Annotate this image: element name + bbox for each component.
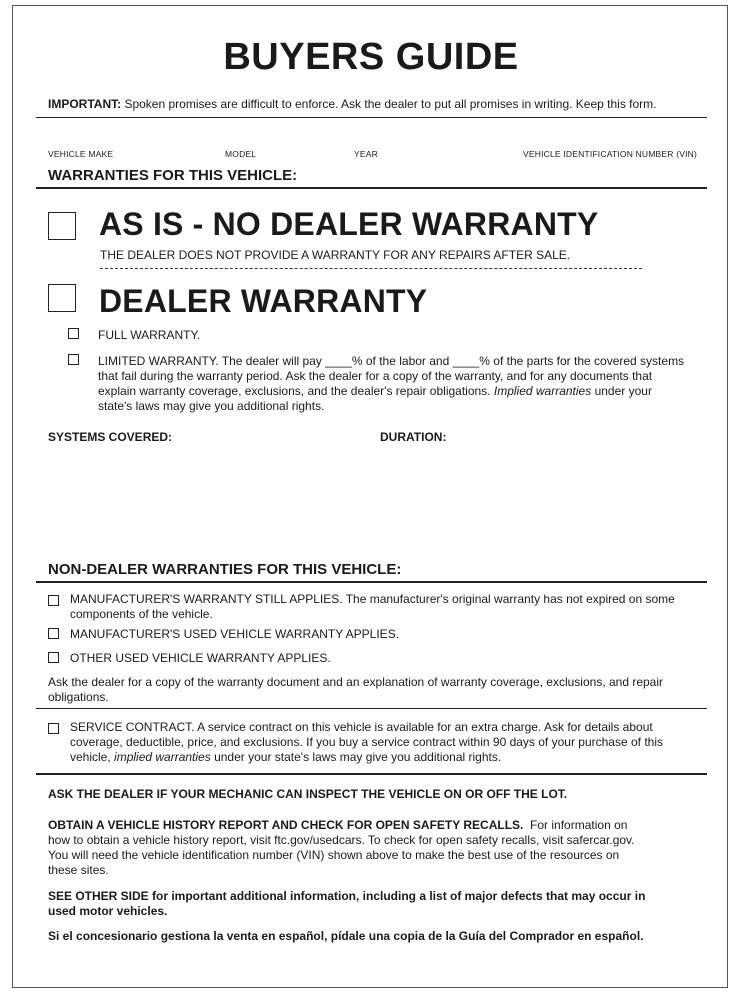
service-contract-text: SERVICE CONTRACT. A service contract on this vehicle is available for an extra charge. Ask for details about coverage, deductible, price, and exclusions. If you buy a service contract within 90 days of your purchase of this vehicle, implied warranties under your state's laws may give you additional rights. <box>70 720 663 764</box>
page-title: BUYERS GUIDE <box>223 36 519 78</box>
non-dealer-header: NON-DEALER WARRANTIES FOR THIS VEHICLE: <box>48 561 402 578</box>
used-vehicle-warranty-checkbox[interactable] <box>48 628 59 639</box>
history-report-text: OBTAIN A VEHICLE HISTORY REPORT AND CHECK FOR OPEN SAFETY RECALLS. For information on how to obtain a vehicle history report, visit ftc.gov/usedcars. To check for open safety recalls, visit safercar.gov. You will need the vehicle identification number (VIN) shown above to make the best use of the resources on these sites. <box>48 818 635 877</box>
warranties-header: WARRANTIES FOR THIS VEHICLE: <box>48 167 298 184</box>
important-text: Spoken promises are difficult to enforce. Ask the dealer to put all promises in writing. Keep this form. <box>124 97 657 111</box>
important-label: IMPORTANT: <box>48 97 122 111</box>
used-vehicle-warranty-text: MANUFACTURER'S USED VEHICLE WARRANTY APPLIES. <box>70 627 400 641</box>
other-warranty-checkbox[interactable] <box>48 652 59 663</box>
divider <box>36 117 707 118</box>
service-contract-checkbox[interactable] <box>48 723 59 734</box>
vehicle-vin-label: VEHICLE IDENTIFICATION NUMBER (VIN) <box>523 149 698 159</box>
other-side-text: SEE OTHER SIDE for important additional information, including a list of major defects that may occur in used motor vehicles. <box>48 889 646 918</box>
as-is-title: AS IS - NO DEALER WARRANTY <box>99 206 599 242</box>
dashed-separator <box>100 268 642 269</box>
mechanic-inspection-text: ASK THE DEALER IF YOUR MECHANIC CAN INSPECT THE VEHICLE ON OR OFF THE LOT. <box>48 787 568 801</box>
divider <box>36 773 707 775</box>
important-notice <box>48 97 657 111</box>
systems-covered-label: SYSTEMS COVERED: <box>48 430 173 444</box>
as-is-subtitle: THE DEALER DOES NOT PROVIDE A WARRANTY FOR ANY REPAIRS AFTER SALE. <box>100 248 571 262</box>
divider <box>36 581 707 583</box>
limited-warranty-text: LIMITED WARRANTY. The dealer will pay ____% of the labor and ____% of the parts for the covered systems that fail during the warranty period. Ask the dealer for a copy of the warranty, and for any documents that explain warranty coverage, exclusions, and the dealer's repair obligations. Implied warranties under your state's laws may give you additional rights. <box>98 354 685 413</box>
dealer-warranty-checkbox[interactable] <box>48 284 76 312</box>
manufacturer-warranty-checkbox[interactable] <box>48 595 59 606</box>
spanish-notice: Si el concesionario gestiona la venta en español, pídale una copia de la Guía del Comprador en español. <box>48 929 644 943</box>
divider <box>36 187 707 189</box>
dealer-warranty-title: DEALER WARRANTY <box>99 283 428 319</box>
as-is-checkbox[interactable] <box>48 212 76 240</box>
other-warranty-text: OTHER USED VEHICLE WARRANTY APPLIES. <box>70 651 331 665</box>
full-warranty-checkbox[interactable] <box>68 328 79 339</box>
manufacturer-warranty-text: MANUFACTURER'S WARRANTY STILL APPLIES. The manufacturer's original warranty has not expired on some components of the vehicle. <box>70 592 675 621</box>
duration-label: DURATION: <box>380 430 447 444</box>
limited-warranty-checkbox[interactable] <box>68 354 79 365</box>
vehicle-model-label: MODEL <box>225 149 257 159</box>
divider <box>36 708 707 709</box>
vehicle-make-label: VEHICLE MAKE <box>48 149 114 159</box>
full-warranty-label: FULL WARRANTY. <box>98 328 201 342</box>
vehicle-year-label: YEAR <box>354 149 378 159</box>
ask-dealer-text: Ask the dealer for a copy of the warranty document and an explanation of warranty coverage, exclusions, and repair obligations. <box>48 675 664 704</box>
